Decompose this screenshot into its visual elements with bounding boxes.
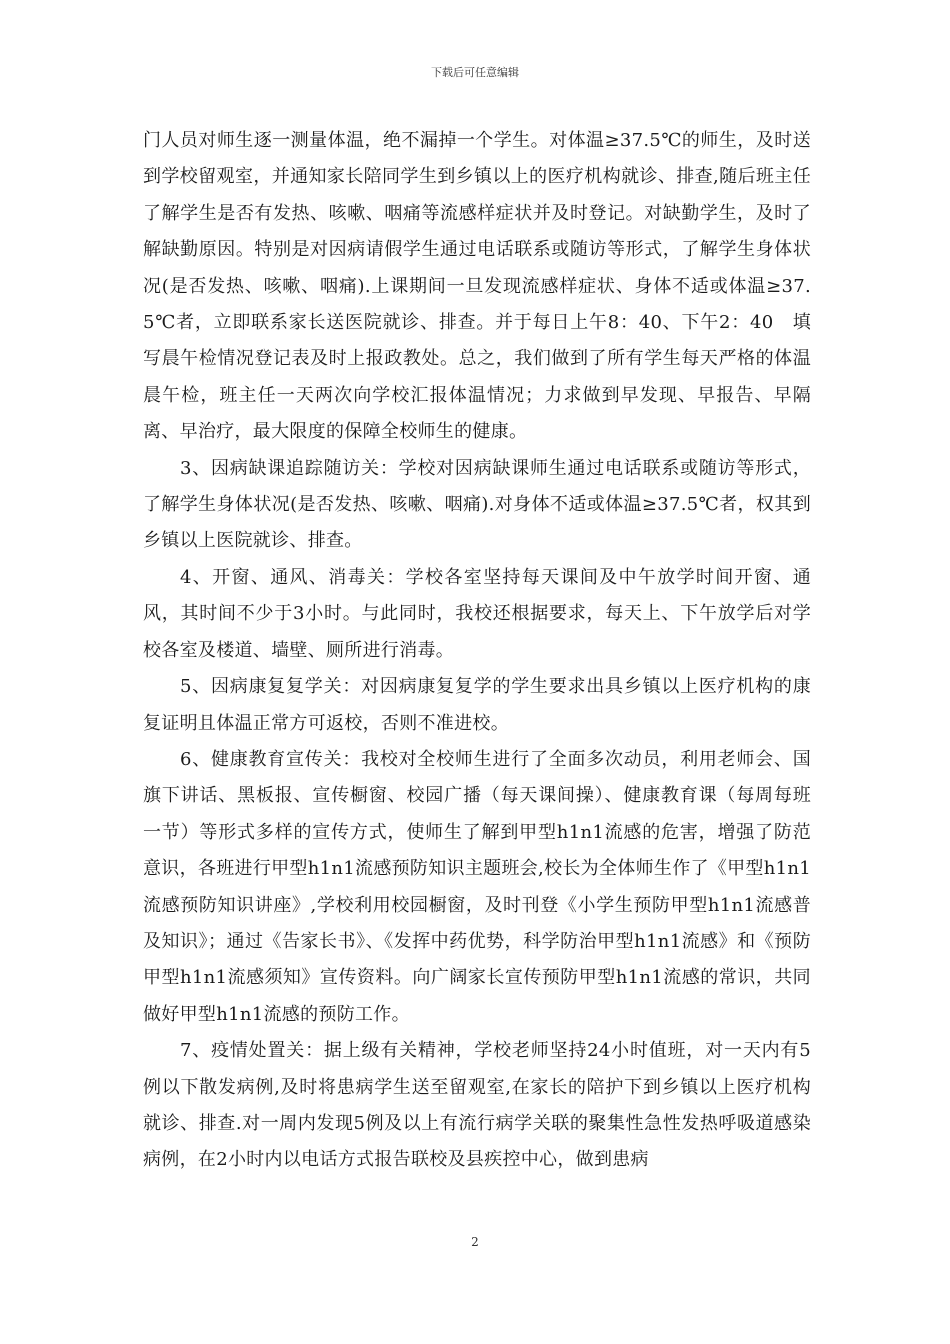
page-number: 2 (471, 1235, 479, 1249)
paragraph-item-5: 5、因病康复复学关：对因病康复复学的学生要求出具乡镇以上医疗机构的康复证明且体温正常方可返校，否则不准进校。 (143, 676, 811, 734)
paragraph-item-4: 4、开窗、通风、消毒关：学校各室坚持每天课间及中午放学时间开窗、通风，其时间不少于3小时。与此同时，我校还根据要求，每天上、下午放学后对学校各室及楼道、墙壁、厕所进行消毒。 (143, 566, 811, 661)
page-header: 下载后可任意编辑 (431, 66, 519, 79)
paragraph-body-temperature-check: 门人员对师生逐一测量体温，绝不漏掉一个学生。对体温≥37.5℃的师生，及时送到学校留观室，并通知家长陪同学生到乡镇以上的医疗机构就诊、排查,随后班主任了解学生是否有发热、咳嗽、咽痛等流感样症状并及时登记。对缺勤学生，及时了解缺勤原因。特别是对因病请假学生通过电话联系或随访等形式，了解学生身体状况(是否发热、咳嗽、咽痛).上课期间一旦发现流感样症状、身体不适或体温≥37.5℃者，立即联系家长送医院就诊、排查。并于每日上午8：40、下午2：40 填写晨午检情况登记表及时上报政教处。总之，我们做到了所有学生每天严格的体温晨午检，班主任一天两次向学校汇报体温情况；力求做到早发现、早报告、早隔离、早治疗，最大限度的保障全校师生的健康。 (143, 130, 811, 443)
document-body (143, 123, 811, 1179)
paragraph-item-6: 6、健康教育宣传关：我校对全校师生进行了全面多次动员，利用老师会、国旗下讲话、黑板报、宣传橱窗、校园广播（每天课间操）、健康教育课（每周每班一节）等形式多样的宣传方式，使师生了解到甲型h1n1流感的危害，增强了防范意识，各班进行甲型h1n1流感预防知识主题班会,校长为全体师生作了《甲型h1n1流感预防知识讲座》,学校利用校园橱窗，及时刊登《小学生预防甲型h1n1流感普及知识》；通过《告家长书》、《发挥中药优势，科学防治甲型h1n1流感》和《预防甲型h1n1流感须知》宣传资料。向广阔家长宣传预防甲型h1n1流感的常识，共同做好甲型h1n1流感的预防工作。 (143, 748, 811, 1025)
paragraph-item-3: 3、因病缺课追踪随访关：学校对因病缺课师生通过电话联系或随访等形式，了解学生身体状况(是否发热、咳嗽、咽痛).对身体不适或体温≥37.5℃者，权其到乡镇以上医院就诊、排查。 (143, 457, 811, 552)
paragraph-item-7: 7、疫情处置关：据上级有关精神，学校老师坚持24小时值班，对一天内有5例以下散发病例,及时将患病学生送至留观室,在家长的陪护下到乡镇以上医疗机构就诊、排查.对一周内发现5例及以上有流行病学关联的聚集性急性发热呼吸道感染病例，在2小时内以电话方式报告联校及县疾控中心，做到患病 (143, 1040, 811, 1171)
